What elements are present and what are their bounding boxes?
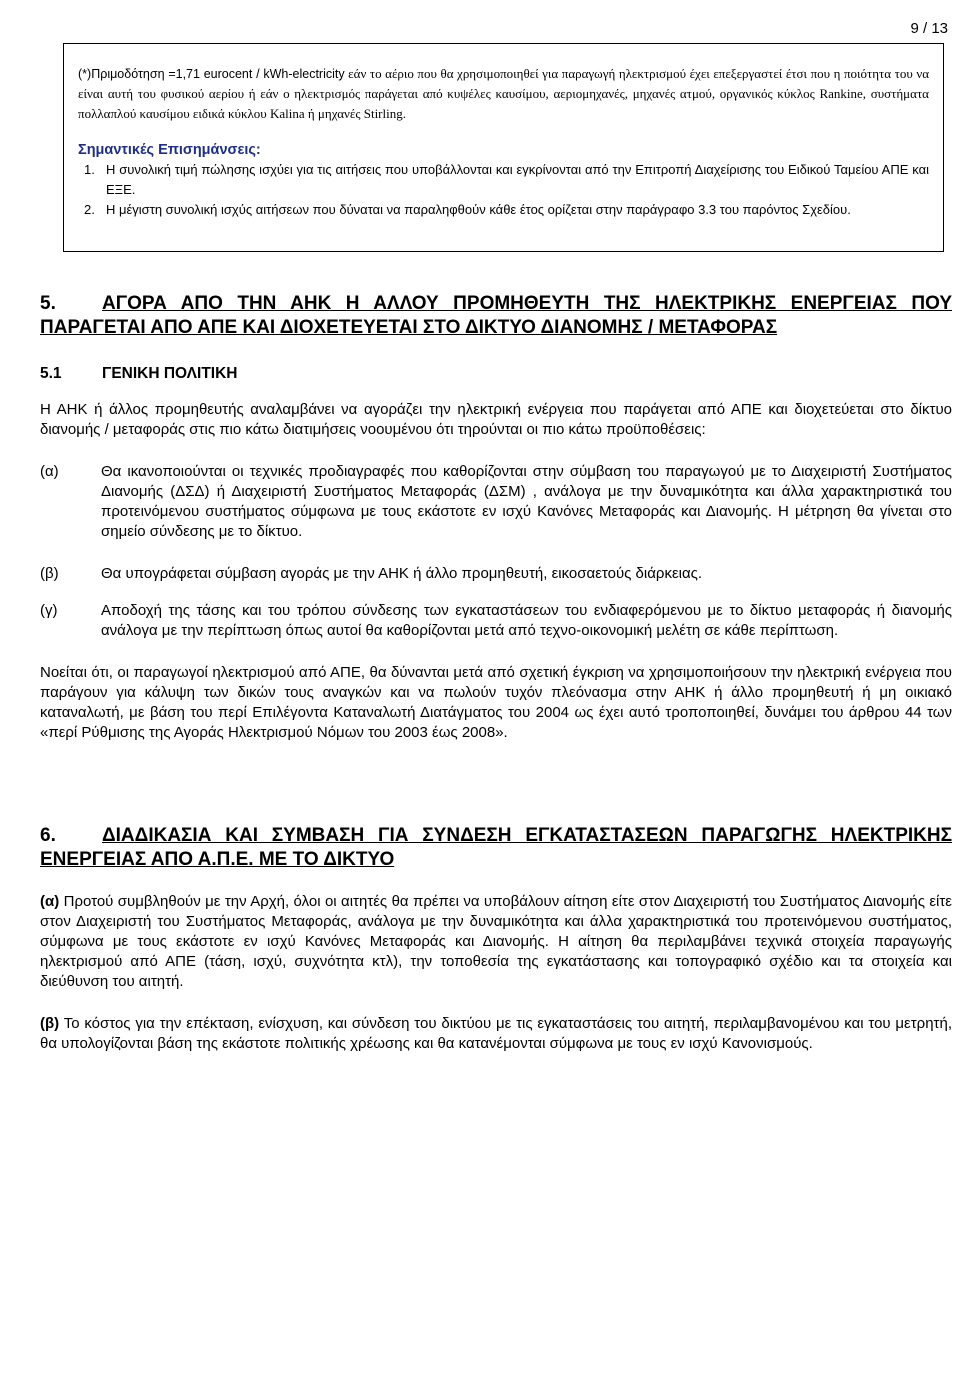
condition-label: (γ)	[40, 602, 58, 619]
condition-item	[40, 601, 952, 641]
condition-text: Θα ικανοποιούνται οι τεχνικές προδιαγραφές που καθορίζονται στην σύμβαση του παραγωγού με το Διαχειριστή Συστήματος Διανομής (ΔΣΔ) ή Διαχειριστή Συστήματος Μεταφοράς (ΔΣΜ) , ανάλογα με την δυναμικότητα και άλλα χαρακτηριστικά του προτεινόμενου συστήματος σύμφωνα με τους εκάστοτε εν ισχύ Κανόνες Μεταφοράς και Διανομής. Η μέτρηση θα γίνεται στο σημείο σύνδεσης με το δίκτυο.	[101, 463, 952, 540]
section-6-heading	[40, 824, 952, 872]
note-text: Η συνολική τιμή πώλησης ισχύει για τις αιτήσεις που υποβάλλονται και εγκρίνονται από την Επιτροπή Διαχείρισης του Ειδικού Ταμείου ΑΠΕ και ΕΞΕ.	[106, 162, 929, 197]
section-6-paragraph-a	[40, 892, 952, 992]
footnote	[78, 64, 929, 124]
condition-text: Θα υπογράφεται σύμβαση αγοράς με την ΑΗΚ ή άλλο προμηθευτή, εικοσαετούς διάρκειας.	[101, 565, 703, 582]
paragraph-text: Το κόστος για την επέκταση, ενίσχυση, και σύνδεση του δικτύου με τις εγκαταστάσεις του αιτητή, περιλαμβανομένου και του μετρητή, θα υπολογίζονται βάση της εκάστοτε πολιτικής χρέωσης και θα κατανέμονται σύμφωνα με τους εν ισχύ Κανονισμούς.	[40, 1015, 952, 1052]
section-5-1-closing: Νοείται ότι, οι παραγωγοί ηλεκτρισμού από ΑΠΕ, θα δύνανται μετά από σχετική έγκριση να χρησιμοποιήσουν την ηλεκτρική ενέργεια που παράγουν για κάλυψη των δικών τους αναγκών και να πωλούν τυχόν πλεόνασμα στην ΑΗΚ ή άλλο προμηθευτή ή μη οικιακό καταναλωτή, με βάση του περί Επιλέγοντα Καταναλωτή Διατάγματος του 2004 ως έχει αυτό τροποποιηθεί, δυνάμει του άρθρου 44 των «περί Ρύθμισης της Αγοράς Ηλεκτρισμού Νόμων του 2003 έως 2008».	[40, 664, 952, 741]
condition-item	[40, 564, 952, 584]
section-5-number: 5.	[40, 293, 56, 314]
section-5-heading	[40, 292, 952, 340]
paragraph-text: Προτού συμβληθούν με την Αρχή, όλοι οι αιτητές θα πρέπει να υποβάλουν αίτηση είτε στον Διαχειριστή του Συστήματος Διανομής είτε στον Διαχειριστή του Συστήματος Μεταφοράς, ανάλογα με την δυναμικότητα και άλλα χαρακτηριστικά του προτεινόμενου συστήματος, σύμφωνα με τους εκάστοτε εν ισχύ Κανόνες Μεταφοράς και Διανομής. Η αίτηση θα περιλαμβάνει τεχνικά στοιχεία παραγωγής ηλεκτρισμού από ΑΠΕ (τάση, ισχύ, συχνότητα κτλ), την τοποθεσία της εγκατάστασης και τοπογραφικό σχέδιο και τα στοιχεία και διεύθυνση του αιτητή.	[40, 893, 952, 990]
condition-item	[40, 462, 952, 542]
paragraph-label: (β)	[40, 1015, 60, 1032]
section-6-title: ΔΙΑΔΙΚΑΣΙΑ ΚΑΙ ΣΥΜΒΑΣΗ ΓΙΑ ΣΥΝΔΕΣΗ ΕΓΚΑΤΑΣΤΑΣΕΩΝ ΠΑΡΑΓΩΓΗΣ ΗΛΕΚΤΡΙΚΗΣ ΕΝΕΡΓΕΙΑΣ ΑΠΟ Α.Π.Ε. ΜΕ ΤΟ ΔΙΚΤΥΟ	[40, 825, 952, 870]
section-5-1-intro: Η ΑΗΚ ή άλλος προμηθευτής αναλαμβάνει να αγοράζει την ηλεκτρική ενέργεια που παράγεται από ΑΠΕ και διοχετεύεται στο δίκτυο διανομής / μεταφοράς στις πιο κάτω διατιμήσεις νοουμένου ότι τηρούνται οι πιο κάτω προϋποθέσεις:	[40, 401, 952, 438]
section-6-number: 6.	[40, 825, 56, 846]
notes-list	[78, 160, 929, 220]
note-item	[78, 200, 929, 220]
note-number: 2.	[84, 202, 95, 217]
page-number: 9 / 13	[910, 20, 948, 37]
section-5-1-heading	[40, 364, 952, 384]
section-6-paragraph-b	[40, 1014, 952, 1054]
document-body	[40, 292, 952, 1054]
note-text: Η μέγιστη συνολική ισχύς αιτήσεων που δύναται να παραληφθούν κάθε έτος ορίζεται στην παράγραφο 3.3 του παρόντος Σχεδίου.	[106, 202, 851, 217]
section-5-1-number: 5.1	[40, 365, 62, 382]
note-number: 1.	[84, 162, 95, 177]
paragraph-label: (α)	[40, 893, 60, 910]
section-5-1-title: ΓΕΝΙΚΗ ΠΟΛΙΤΙΚΗ	[102, 365, 238, 382]
notes-title: Σημαντικές Επισημάνσεις:	[78, 142, 261, 158]
note-item	[78, 160, 929, 200]
footnote-text: εάν το αέριο που θα χρησιμοποιηθεί για παραγωγή ηλεκτρισμού έχει επεξεργαστεί έτσι που η ποιότητα του να είναι αυτή του φυσικού αερίου ή εάν ο ηλεκτρισμός παράγεται από κυψέλες καυσίμου, αεριομηχανές, μηχανές ατμού, οργανικός κύκλος Rankine, συστήματα πολλαπλού καυσίμου ειδικά κύκλου Kalina ή μηχανές Stirling.	[78, 66, 930, 121]
condition-text: Αποδοχή της τάσης και του τρόπου σύνδεσης των εγκαταστάσεων του ενδιαφερόμενου με το δίκτυο μεταφοράς ή διανομής ανάλογα με την περίπτωση όπως αυτοί θα καθορίζονται μετά από τεχνο-οικονομική μελέτη σε κάθε περίπτωση.	[101, 602, 952, 639]
condition-label: (β)	[40, 565, 59, 582]
notes-box	[63, 43, 944, 252]
footnote-lead: (*)Πριμοδότηση =1,71 eurocent / kWh-electricity	[78, 67, 345, 81]
condition-label: (α)	[40, 463, 59, 480]
section-5-title: ΑΓΟΡΑ ΑΠΟ ΤΗΝ ΑΗΚ Η ΑΛΛΟΥ ΠΡΟΜΗΘΕΥΤΗ ΤΗΣ ΗΛΕΚΤΡΙΚΗΣ ΕΝΕΡΓΕΙΑΣ ΠΟΥ ΠΑΡΑΓΕΤΑΙ ΑΠΟ ΑΠΕ ΚΑΙ ΔΙΟΧΕΤΕΥΕΤΑΙ ΣΤΟ ΔΙΚΤΥΟ ΔΙΑΝΟΜΗΣ / ΜΕΤΑΦΟΡΑΣ	[40, 293, 952, 338]
